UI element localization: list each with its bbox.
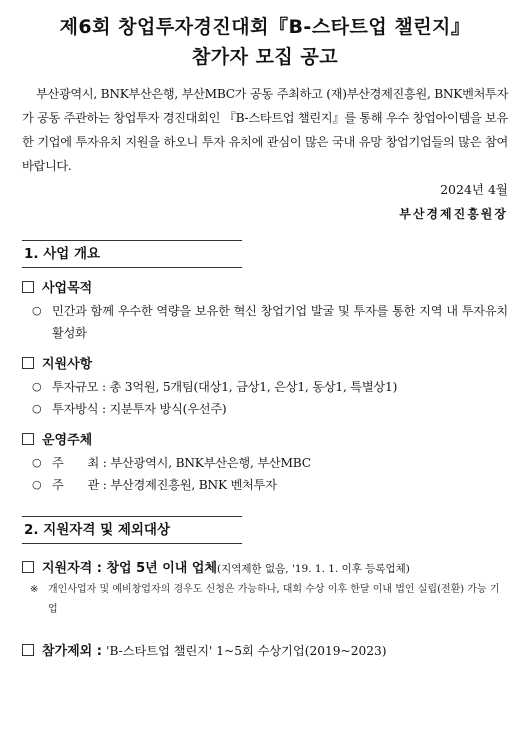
section-business-overview: 1. 사업 개요 (22, 240, 242, 268)
section-eligibility: 2. 지원자격 및 제외대상 (22, 516, 242, 544)
circle-bullet-icon: ○ (32, 380, 42, 393)
circle-bullet-icon: ○ (32, 456, 42, 469)
checkbox-square-icon (22, 433, 34, 445)
subsection-label: 참가제외 : (42, 644, 102, 659)
checkbox-square-icon (22, 281, 34, 293)
list-item-text: 주 최 : 부산광역시, BNK부산은행, 부산MBC (52, 456, 311, 470)
circle-bullet-icon: ○ (32, 478, 42, 491)
page-subtitle: 참가자 모집 공고 (191, 46, 339, 68)
list-item (22, 398, 508, 420)
subsection-eligibility (22, 558, 508, 580)
subsection-purpose (22, 278, 508, 300)
subsection-exclusion (22, 640, 508, 663)
subsection-label: 운영주체 (42, 433, 93, 448)
issuing-organization: 부산경제진흥원장 (399, 207, 508, 221)
checkbox-square-icon (22, 357, 34, 369)
checkbox-square-icon (22, 561, 34, 573)
list-item-text: 투자규모 : 총 3억원, 5개팀(대상1, 금상1, 은상1, 동상1, 특별상1) (52, 380, 398, 394)
reference-mark-icon: ※ (30, 584, 39, 595)
circle-bullet-icon: ○ (32, 402, 42, 415)
eligibility-note (22, 580, 508, 620)
eligibility-condition: (지역제한 없음, '19. 1. 1. 이후 등록업체) (217, 563, 410, 575)
announcement-date: 2024년 4월 (440, 182, 508, 197)
subsection-label: 사업목적 (42, 281, 93, 296)
subsection-support (22, 354, 508, 376)
subsection-label: 지원사항 (42, 357, 93, 372)
subsection-label: 지원자격 : 창업 5년 이내 업체 (42, 561, 218, 576)
list-item (22, 474, 508, 496)
list-item-text: 민간과 함께 우수한 역량을 보유한 혁신 창업기업 발굴 및 투자를 통한 지역 내 투자유치 활성화 (52, 304, 508, 340)
circle-bullet-icon: ○ (32, 304, 42, 317)
list-item (22, 376, 508, 398)
intro-paragraph: 부산광역시, BNK부산은행, 부산MBC가 공동 주최하고 (재)부산경제진흥원, BNK벤처투자가 공동 주관하는 창업투자 경진대회인 『B-스타트업 챌린지』를 통해 우수 창업아이템을 보유한 기업에 투자유치 지원을 하오니 투자 유치에 관심이 많은 국내 유망 창업기업들의 많은 참여 바랍니다. (22, 87, 508, 173)
subsection-operator (22, 430, 508, 452)
list-item (22, 300, 508, 344)
list-item (22, 452, 508, 474)
list-item-text: 투자방식 : 지분투자 방식(우선주) (52, 402, 227, 416)
page-title: 제6회 창업투자경진대회『B-스타트업 챌린지』 (59, 16, 471, 38)
exclusion-text: 'B-스타트업 챌린지' 1~5회 수상기업(2019~2023) (106, 644, 387, 658)
checkbox-square-icon (22, 644, 34, 656)
list-item-text: 주 관 : 부산경제진흥원, BNK 벤처투자 (52, 478, 277, 492)
note-text: 개인사업자 및 예비창업자의 경우도 신청은 가능하나, 대회 수상 이후 한달 이내 법인 실립(전환) 가능 기업 (48, 584, 500, 615)
